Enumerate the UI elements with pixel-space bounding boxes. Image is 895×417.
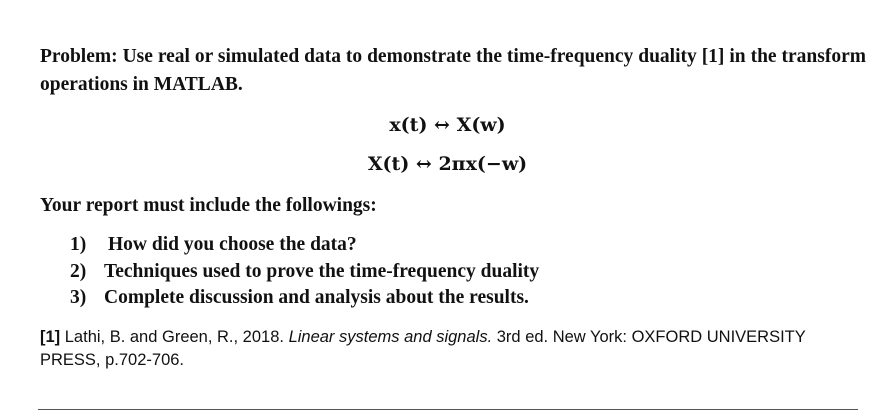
reference-citation bbox=[40, 326, 870, 372]
duality-equation-2: X(t) ↔ 2πx(−w) bbox=[367, 153, 528, 175]
list-item-text: Complete discussion and analysis about the results. bbox=[104, 287, 529, 308]
list-item-text: How did you choose the data? bbox=[108, 234, 357, 255]
duality-equation-1: x(t) ↔ X(w) bbox=[389, 114, 506, 136]
list-item-number: 2) bbox=[70, 260, 87, 282]
list-item-number: 3) bbox=[70, 287, 87, 308]
list-item-number: 1) bbox=[70, 234, 87, 255]
requirements-list bbox=[70, 232, 539, 312]
problem-text: Use real or simulated data to demonstrate the time-frequency duality [1] in the transform operations in MATLAB. bbox=[40, 46, 866, 95]
problem-statement bbox=[40, 43, 866, 99]
problem-label: Problem: bbox=[40, 46, 118, 67]
reference-details: 3rd ed. New York: OXFORD UNIVERSITY PRESS, p.702-706. bbox=[40, 328, 806, 369]
reference-mark: [1] bbox=[40, 328, 61, 346]
list-item-text: Techniques used to prove the time-frequency duality bbox=[104, 260, 540, 282]
list-item bbox=[70, 259, 539, 286]
reference-title: Linear systems and signals. bbox=[288, 328, 493, 346]
report-heading: Your report must include the followings: bbox=[40, 195, 377, 216]
bottom-divider bbox=[38, 409, 858, 410]
list-item bbox=[70, 232, 539, 259]
reference-authors: Lathi, B. and Green, R., 2018. bbox=[60, 328, 289, 346]
list-item bbox=[70, 285, 539, 312]
